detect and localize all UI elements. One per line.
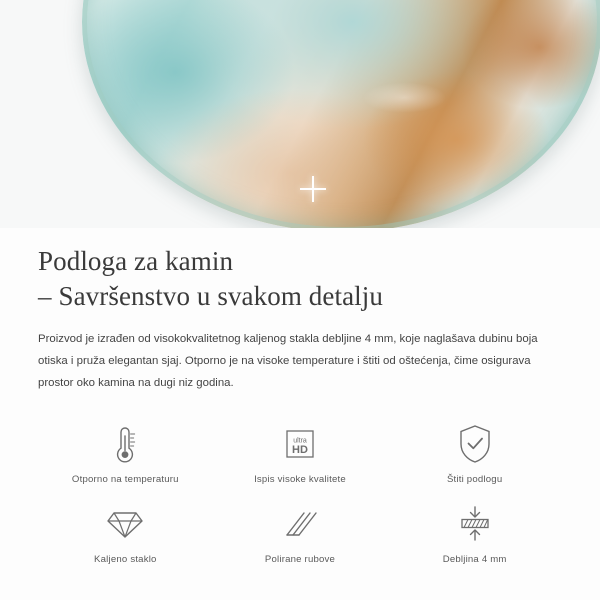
feature-item-protection [387, 421, 562, 485]
feature-item-print-quality [213, 421, 388, 485]
feature-label: Otporno na temperaturu [71, 473, 179, 485]
content-area [0, 228, 600, 565]
page-title [38, 228, 562, 313]
svg-text:ultra: ultra [293, 437, 307, 445]
feature-label: Debljina 4 mm [442, 553, 507, 565]
product-description-text: Proizvod je izrađen od visokokvalitetnog kaljenog stakla debljine 4 mm, koje naglašava dubinu boja otiska i pruža elegantan sjaj. Otporno je na visoke temperature i štiti od oštećenja, čime osigurava prostor oko kamina na dugi niz godina. [38, 333, 538, 389]
page-title-line-1: Podloga za kamin [38, 246, 234, 276]
feature-item-tempered-glass [38, 501, 213, 565]
feature-grid [38, 421, 562, 565]
page-title-line-2: – Savršenstvo u svakom detalju [38, 280, 383, 311]
feature-item-polished-edges [213, 501, 388, 565]
feature-item-temperature [38, 421, 213, 485]
feature-label: Štiti podlogu [446, 473, 503, 485]
feature-label: Kaljeno staklo [94, 553, 157, 565]
feature-label: Polirane rubove [264, 553, 336, 565]
thickness-icon [454, 501, 496, 547]
polished-edges-icon [280, 501, 320, 547]
ultra-hd-icon [280, 421, 320, 467]
feature-item-thickness [387, 501, 562, 565]
diamond-icon [103, 501, 147, 547]
svg-text:HD: HD [292, 443, 308, 456]
round-glass-mat-image [82, 0, 600, 228]
thermometer-icon [108, 421, 142, 467]
hero-image [0, 0, 600, 228]
shield-check-icon [456, 421, 494, 467]
feature-label: Ispis visoke kvalitete [254, 473, 346, 485]
